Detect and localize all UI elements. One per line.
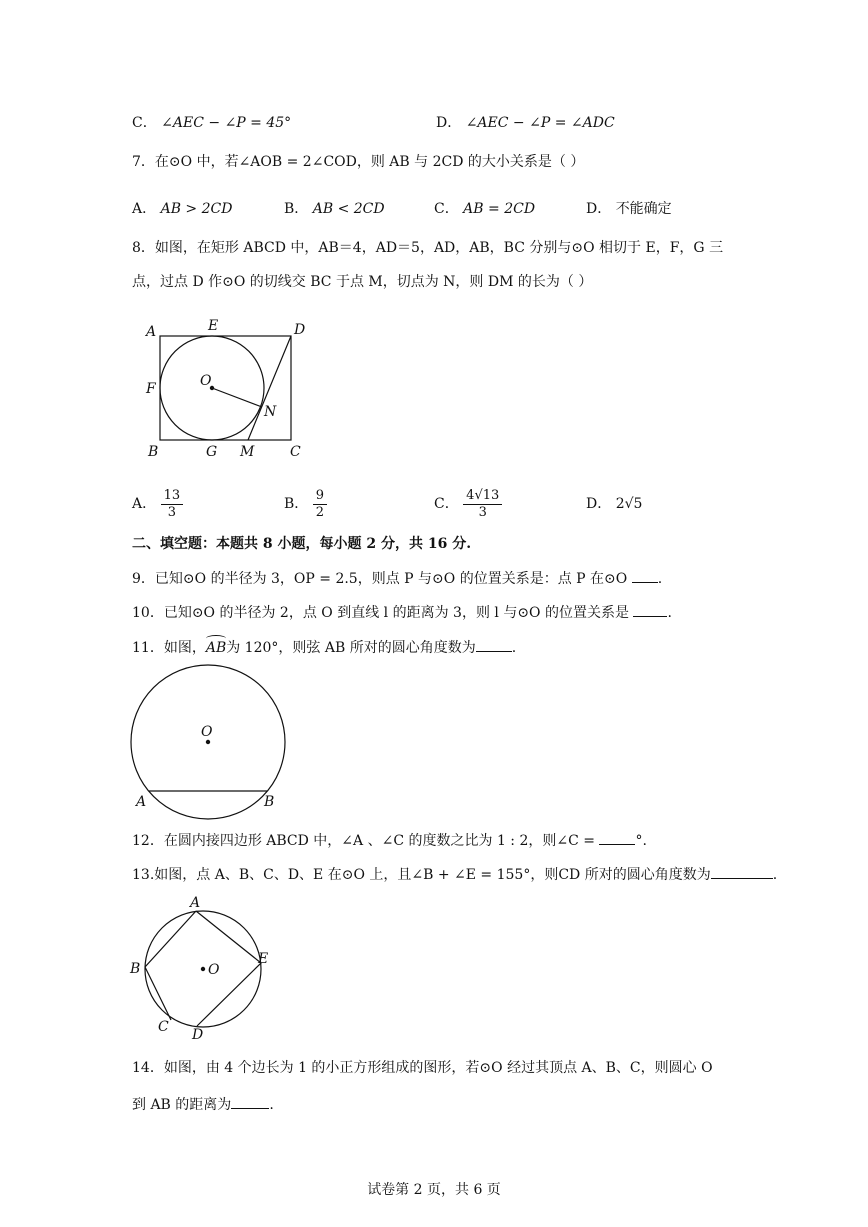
q8-figure <box>140 316 320 466</box>
q8-option-d <box>586 494 642 514</box>
q7-option-b <box>284 199 385 219</box>
q6-option-c-text: ∠AEC − ∠P = 45° <box>161 115 292 131</box>
q7-option-d-text: 不能确定 <box>615 201 672 217</box>
q8-label-d: D <box>294 322 306 338</box>
q8-option-b-label: B． <box>284 496 309 512</box>
q13-label-d: D <box>192 1027 204 1043</box>
q8-label-b: B <box>148 444 159 460</box>
q8-option-c-fraction <box>463 488 502 521</box>
q8-stem-line1: 8．如图，在矩形 ABCD 中，AB＝4，AD＝5，AD，AB，BC 分别与⊙O 相切于 E，F，G 三 <box>132 240 724 256</box>
q13-chords-abc <box>145 911 196 1020</box>
q8-option-c-label: C． <box>434 496 459 512</box>
q9-text: 9．已知⊙O 的半径为 3，OP = 2.5，则点 P 与⊙O 的位置关系是：点 P 在⊙O <box>132 571 628 587</box>
q13-text: 13.如图，点 A、B、C、D、E 在⊙O 上，且∠B + ∠E = 155°，则CD 所对的圆心角度数为 <box>132 867 711 883</box>
q7-option-b-text: AB < 2CD <box>312 201 385 217</box>
q6-option-d-label: D． <box>436 115 462 131</box>
q13-label-a: A <box>190 895 201 911</box>
q10 <box>132 602 672 623</box>
q8-label-n: N <box>264 404 277 420</box>
q7-option-a-label: A． <box>132 201 157 217</box>
q9 <box>132 568 662 589</box>
q8-option-c-num: 4√13 <box>463 488 502 505</box>
q13-answer-blank <box>711 864 773 879</box>
q7-option-a <box>132 199 232 219</box>
section2-title: 二、填空题：本题共 8 小题，每小题 2 分，共 16 分. <box>132 536 472 552</box>
q6-option-c <box>132 113 291 133</box>
q11-text-pre: 11．如图， <box>132 640 206 656</box>
q11-label-a: A <box>136 794 147 810</box>
q8-option-a-den: 3 <box>167 504 176 520</box>
q11-text-post: 为 120°，则弦 AB 所对的圆心角度数为 <box>226 640 476 656</box>
q8-label-o: O <box>200 373 212 389</box>
q9-answer-blank <box>632 568 658 583</box>
q8-option-c-den: 3 <box>478 504 487 520</box>
q13-figure <box>126 893 276 1045</box>
q8-rectangle <box>160 336 291 440</box>
q12 <box>132 830 647 851</box>
q13-label-o: O <box>208 962 220 978</box>
q11-end: . <box>511 640 517 656</box>
q13-center-dot <box>201 967 205 971</box>
q9-end: . <box>657 571 663 587</box>
q11-center-dot <box>206 740 210 744</box>
q14-line2 <box>132 1094 274 1115</box>
q11-label-o: O <box>201 724 213 740</box>
q7-option-a-text: AB > 2CD <box>160 201 233 217</box>
q12-answer-blank <box>599 830 635 845</box>
q13-chords-aed <box>196 911 261 1026</box>
q8-option-d-text: 2√5 <box>615 496 643 512</box>
q8-label-c: C <box>290 444 301 460</box>
q8-option-b-fraction <box>313 488 327 521</box>
page-footer: 试卷第 2 页，共 6 页 <box>367 1182 501 1198</box>
q8-stem-line2: 点，过点 D 作⊙O 的切线交 BC 于点 M，切点为 N，则 DM 的长为（ ） <box>132 274 593 290</box>
q8-radius-on <box>212 388 262 407</box>
q10-text: 10．已知⊙O 的半径为 2，点 O 到直线 l 的距离为 3，则 l 与⊙O 的位置关系是 <box>132 605 629 621</box>
q13-label-b: B <box>130 961 141 977</box>
q8-option-b-num: 9 <box>313 488 327 505</box>
q14-line2-text: 到 AB 的距离为 <box>132 1097 232 1113</box>
q6-option-d <box>436 113 615 133</box>
q14-line1: 14．如图，由 4 个边长为 1 的小正方形组成的图形，若⊙O 经过其顶点 A、B、C，则圆心 O <box>132 1060 713 1076</box>
q13 <box>132 864 777 885</box>
q8-tangent-dm <box>248 336 291 440</box>
q8-option-d-label: D． <box>586 496 612 512</box>
q8-option-a-label: A． <box>132 496 157 512</box>
q11 <box>132 637 516 658</box>
q8-option-c <box>434 484 502 524</box>
q14-answer-blank <box>231 1094 269 1109</box>
q13-label-e: E <box>258 951 269 967</box>
q11-answer-blank <box>476 637 512 652</box>
q13-label-c: C <box>158 1019 169 1035</box>
q8-label-a: A <box>146 324 157 340</box>
q8-label-f: F <box>146 381 156 397</box>
q12-end: °. <box>635 833 647 849</box>
q14-end: . <box>269 1097 274 1113</box>
q7-option-d <box>586 199 672 219</box>
q13-end: . <box>772 867 778 883</box>
q8-option-b <box>284 484 327 524</box>
q11-label-b: B <box>264 794 275 810</box>
q7-option-c <box>434 199 535 219</box>
q12-text: 12．在圆内接四边形 ABCD 中，∠A 、∠C 的度数之比为 1 : 2，则∠C = <box>132 833 595 849</box>
q8-option-a-num: 13 <box>161 488 184 505</box>
q11-arc-ab: AB <box>205 640 227 656</box>
q8-option-a-fraction <box>161 488 184 521</box>
q8-option-a <box>132 484 183 524</box>
q7-stem: 7．在⊙O 中，若∠AOB = 2∠COD，则 AB 与 2CD 的大小关系是（ ） <box>132 154 585 170</box>
q8-option-b-den: 2 <box>315 504 325 520</box>
q7-option-d-label: D． <box>586 201 612 217</box>
q8-label-e: E <box>208 318 219 334</box>
q8-label-m: M <box>240 444 255 460</box>
q7-option-c-label: C． <box>434 201 459 217</box>
q7-option-b-label: B． <box>284 201 309 217</box>
q6-option-c-label: C． <box>132 115 157 131</box>
q6-option-d-text: ∠AEC − ∠P = ∠ADC <box>465 115 615 131</box>
q8-label-g: G <box>206 444 218 460</box>
q11-figure <box>128 664 293 822</box>
q7-option-c-text: AB = 2CD <box>463 201 536 217</box>
q10-end: . <box>667 605 672 621</box>
q10-answer-blank <box>633 602 667 617</box>
